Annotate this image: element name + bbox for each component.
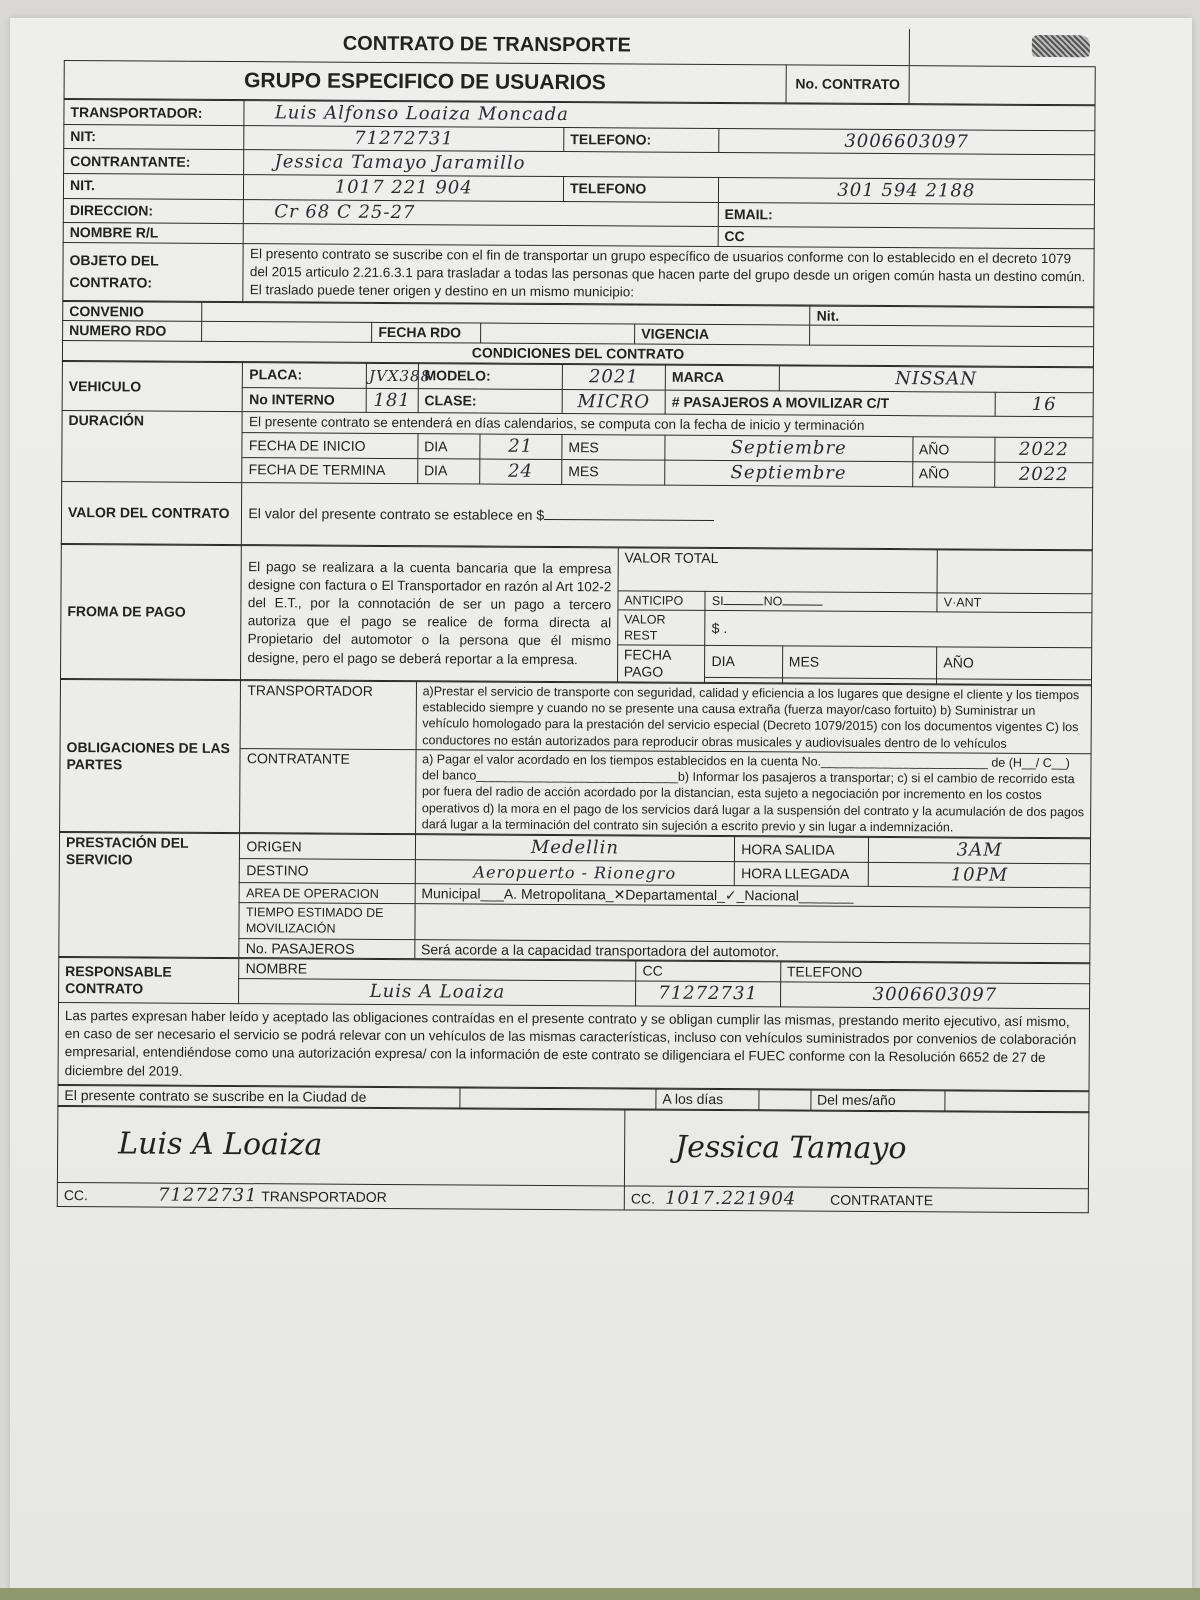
valor-text: El valor del presente contrato se establece en $: [248, 504, 545, 523]
condiciones-title: CONDICIONES DEL CONTRATO: [62, 341, 1093, 367]
contract-number-label: No. CONTRATO: [786, 65, 910, 104]
inicio-dia-label: DIA: [418, 434, 480, 459]
numero-rdo-label: NUMERO RDO: [63, 321, 202, 342]
vehiculo-label: VEHICULO: [62, 361, 243, 411]
numero-rdo-field[interactable]: [202, 322, 372, 343]
contratante-field[interactable]: Jessica Tamayo Jaramillo: [244, 150, 1095, 180]
hora-salida-label: HORA SALIDA: [735, 837, 869, 862]
prestacion-label: PRESTACIÓN DEL SERVICIO: [59, 833, 240, 958]
transportador-label: TRANSPORTADOR:: [64, 100, 245, 126]
inicio-mes-field[interactable]: Septiembre: [665, 436, 913, 462]
obligacion-contratante-label: CONTRATANTE: [240, 749, 416, 834]
hora-llegada-field[interactable]: 10PM: [869, 862, 1091, 888]
responsable-telefono-field[interactable]: 3006603097: [780, 982, 1089, 1008]
area-operacion-options[interactable]: Municipal___A. Metropolitana_✕Departamental_✓_Nacional_______: [415, 884, 1090, 908]
fecha-pago-label: FECHA PAGO: [617, 645, 705, 682]
firmas-table: [57, 1106, 1090, 1214]
transportador-role: TRANSPORTADOR: [261, 1187, 387, 1205]
direccion-label: DIRECCION:: [63, 198, 244, 224]
anticipo-label: ANTICIPO: [618, 590, 706, 610]
valor-total-label: VALOR TOTAL: [618, 547, 938, 592]
pago-ano-label: AÑO: [937, 647, 1092, 680]
ciudad-label: El presente contrato se suscribe en la Ciudad de: [58, 1085, 460, 1107]
duracion-text: El presente contrato se entenderá en días calendarios, se computa con la fecha de inicio y terminación: [242, 412, 1093, 438]
pago-mes-label: MES: [782, 646, 937, 679]
obligaciones-table: [59, 679, 1092, 839]
modelo-field[interactable]: 2021: [562, 365, 665, 390]
vigencia-field[interactable]: [810, 325, 1094, 347]
contract-form: [57, 24, 1096, 1213]
cc-label: CC: [724, 228, 745, 245]
email-label: EMAIL:: [724, 205, 773, 223]
marca-label: MARCA: [665, 365, 779, 390]
duracion-label: DURACIÓN: [62, 411, 243, 483]
inicio-ano-field[interactable]: 2022: [995, 438, 1093, 463]
company-logo-icon: [1031, 35, 1089, 57]
dias-label: A los días: [656, 1089, 759, 1109]
telefono-field[interactable]: 3006603097: [718, 128, 1094, 155]
termina-ano-field[interactable]: 2022: [995, 462, 1093, 487]
convenio-label: CONVENIO: [63, 301, 202, 322]
objeto-label: OBJETO DEL CONTRATO:: [63, 242, 244, 301]
placa-field[interactable]: JVX388: [366, 363, 418, 388]
inicio-mes-label: MES: [562, 435, 665, 460]
direccion-field[interactable]: Cr 68 C 25-27: [244, 199, 718, 226]
convenio-nit-label: Nit.: [816, 307, 840, 324]
obligacion-transportador-label: TRANSPORTADOR: [240, 681, 416, 750]
dias-field[interactable]: [759, 1090, 811, 1110]
convenio-table: [62, 301, 1094, 368]
obligacion-contratante-text: a) Pagar el valor acordado en los tiempos establecidos en la cuenta No.________________________ de (H__/ C__) del banco_____________________________b) Informar los pasajeros a transportar; c) si el cambio de recorrido esta por fuera del radio de acción acordado por la distancian, esta sujeto a negociación por incremento en los costos operativos d) la mora en el pago de los servicios dará lugar a la suspensión del contrato y la acumulación de dos pagos dará lugar a la terminación del contrato sin sujeción a escrito previo y sin lugar a indemnización.: [415, 750, 1091, 838]
contratante-cc-label: CC.: [630, 1190, 656, 1207]
origen-label: ORIGEN: [240, 834, 415, 860]
nit2-field[interactable]: 1017 221 904: [244, 175, 564, 202]
modelo-label: MODELO:: [418, 364, 562, 389]
document-title: CONTRATO DE TRANSPORTE: [64, 24, 910, 66]
v-ant-label: V·ANT: [943, 594, 982, 610]
destino-label: DESTINO: [240, 858, 415, 884]
termina-dia-label: DIA: [417, 459, 479, 484]
no-interno-label: No INTERNO: [243, 387, 367, 412]
fecha-rdo-field[interactable]: [480, 323, 635, 344]
objeto-text: El presento contrato se suscribe con el fin de transportar un grupo específico de usuarios conforme con lo establecido en el decreto 1079 del 2015 articulo 2.21.6.3.1 para trasladar a todas las personas que hacen parte del grupo desde un origen común hasta un destino común. El traslado puede tener origen y destino en un mismo municipio:: [243, 244, 1094, 307]
no-label: NO: [763, 593, 783, 608]
contract-number-field[interactable]: [909, 66, 1095, 105]
si-label: SI: [711, 593, 724, 608]
transportador-signature[interactable]: Luis A Loaiza: [57, 1106, 625, 1185]
fecha-termina-label: FECHA DE TERMINA: [242, 458, 417, 484]
destino-field[interactable]: Aeropuerto - Rionegro: [415, 859, 735, 886]
contratante-role: CONTRATANTE: [830, 1191, 934, 1208]
prestacion-table: [58, 832, 1091, 964]
no-interno-field[interactable]: 181: [366, 388, 418, 413]
responsable-cc-label: CC: [636, 961, 780, 982]
mes-ano-label: Del mes/año: [810, 1090, 944, 1111]
area-operacion-label: AREA DE OPERACION: [240, 883, 415, 904]
valor-field[interactable]: [544, 519, 714, 521]
placa-label: PLACA:: [243, 363, 367, 388]
responsable-telefono-label: TELEFONO: [780, 962, 1089, 984]
responsable-nombre-label: NOMBRE: [239, 959, 636, 981]
tiempo-estimado-field[interactable]: [415, 904, 1091, 944]
contratante-cc-field[interactable]: 1017.221904: [664, 1187, 797, 1210]
contratante-signature[interactable]: Jessica Tamayo: [624, 1109, 1088, 1188]
hora-llegada-label: HORA LLEGADA: [735, 861, 869, 886]
fecha-inicio-label: FECHA DE INICIO: [242, 433, 417, 459]
termina-mes-field[interactable]: Septiembre: [665, 460, 913, 486]
transportador-cc-field[interactable]: 71272731: [157, 1184, 258, 1206]
nit-label: NIT:: [64, 124, 245, 150]
pasajeros-movilizar-label: # PASAJEROS A MOVILIZAR C/T: [665, 390, 995, 417]
transportador-cc-label: CC.: [63, 1186, 89, 1203]
si-field[interactable]: [724, 604, 764, 605]
header-table: [64, 24, 1096, 105]
vehiculo-table: [61, 361, 1094, 550]
telefono2-field[interactable]: 301 594 2188: [718, 177, 1094, 204]
clausula-text: Las partes expresan haber leído y aceptado las obligaciones contraídas en el presente contrato y se obligan cumplir las mismas, prestando merito ejecutivo, así mismo, en caso de ser necesario el servicio se podrá relevar con un vehículos de las mismas características, incluso con vehículos suministrados por convenios de colaboración empresarial, entendiéndose como una autorización expresa/ con la información de este contrato se diligenciara el FUEC conforme con la Resolución 6652 de 27 de diciembre del 2019.: [58, 1002, 1089, 1090]
no-field[interactable]: [782, 604, 822, 605]
obligacion-transportador-text: a)Prestar el servicio de transporte con seguridad, calidad y eficiencia a los lugares que designe el cliente y los tiempos establecido siempre y cuando no se presente una causa extraña (fuerza mayor/caso fortuito) b) Suministrar un vehículo homologado para la prestación del servicio especial (Decreto 1079/2015) con los documentos vigentes C) los conductores no están autorizados para reproducir obras musicales y audiovisuales dentro de lo vehículos: [416, 682, 1092, 754]
telefono2-label: TELEFONO: [563, 177, 718, 203]
inicio-dia-field[interactable]: 21: [479, 434, 562, 459]
document-subtitle: GRUPO ESPECIFICO DE USUARIOS: [64, 61, 786, 104]
termina-dia-field[interactable]: 24: [479, 459, 562, 484]
responsable-cc-field[interactable]: 71272731: [636, 981, 780, 1006]
nit-field[interactable]: 71272731: [244, 125, 564, 152]
fecha-rdo-label: FECHA RDO: [372, 323, 480, 343]
valor-total-field[interactable]: [937, 549, 1092, 593]
pago-table: [60, 544, 1093, 686]
nit2-label: NIT.: [63, 173, 244, 199]
hora-salida-field[interactable]: 3AM: [869, 838, 1091, 864]
vigencia-label: VIGENCIA: [635, 324, 810, 345]
termina-mes-label: MES: [562, 460, 665, 485]
nombre-rl-label: NOMBRE R/L: [63, 223, 244, 244]
inicio-ano-label: AÑO: [912, 437, 995, 462]
telefono-label: TELEFONO:: [564, 127, 719, 153]
ciudad-field[interactable]: [460, 1088, 656, 1109]
responsable-nombre-field[interactable]: Luis A Loaiza: [239, 979, 636, 1006]
pago-dia-label: DIA: [705, 646, 783, 678]
marca-field[interactable]: NISSAN: [779, 366, 1094, 393]
no-pasajeros-text: Será acorde a la capacidad transportadora del automotor.: [414, 939, 1089, 963]
origen-field[interactable]: Medellin: [415, 835, 735, 862]
termina-ano-label: AÑO: [912, 462, 995, 487]
clase-label: CLASE:: [418, 388, 562, 413]
forma-pago-text: El pago se realizara a la cuenta bancaria que la empresa designe con factura o El Transportador en razón al Art 102-2 del E.T., por la connotación de ser un pago a tercero autoriza que el pago se realice de forma directa al Propietario del automotor o la persona que él mismo designe, pero el pago se deberá reportar a la empresa.: [241, 545, 618, 682]
obligaciones-label: OBLIGACIONES DE LAS PARTES: [60, 679, 241, 832]
valor-rest-label: VALOR REST: [617, 610, 705, 646]
table-surface: [0, 1588, 1200, 1600]
responsable-label: RESPONSABLE CONTRATO: [59, 958, 240, 1003]
mes-ano-field[interactable]: [945, 1091, 1089, 1112]
valor-rest-field[interactable]: $ .: [705, 610, 1092, 648]
parties-table: [62, 99, 1095, 307]
transportador-field[interactable]: Luis Alfonso Loaiza Moncada: [244, 101, 1095, 131]
tiempo-estimado-label: TIEMPO ESTIMADO DE MOVILIZACIÓN: [239, 903, 414, 940]
forma-pago-label: FROMA DE PAGO: [61, 544, 242, 679]
clase-field[interactable]: MICRO: [562, 389, 665, 414]
no-pasajeros-label: No. PASAJEROS: [239, 938, 414, 959]
responsable-table: [58, 957, 1091, 1091]
valor-label: VALOR DEL CONTRATO: [61, 481, 242, 544]
pasajeros-movilizar-field[interactable]: 16: [995, 392, 1093, 417]
contratante-label: CONTRANTANTE:: [64, 149, 245, 175]
